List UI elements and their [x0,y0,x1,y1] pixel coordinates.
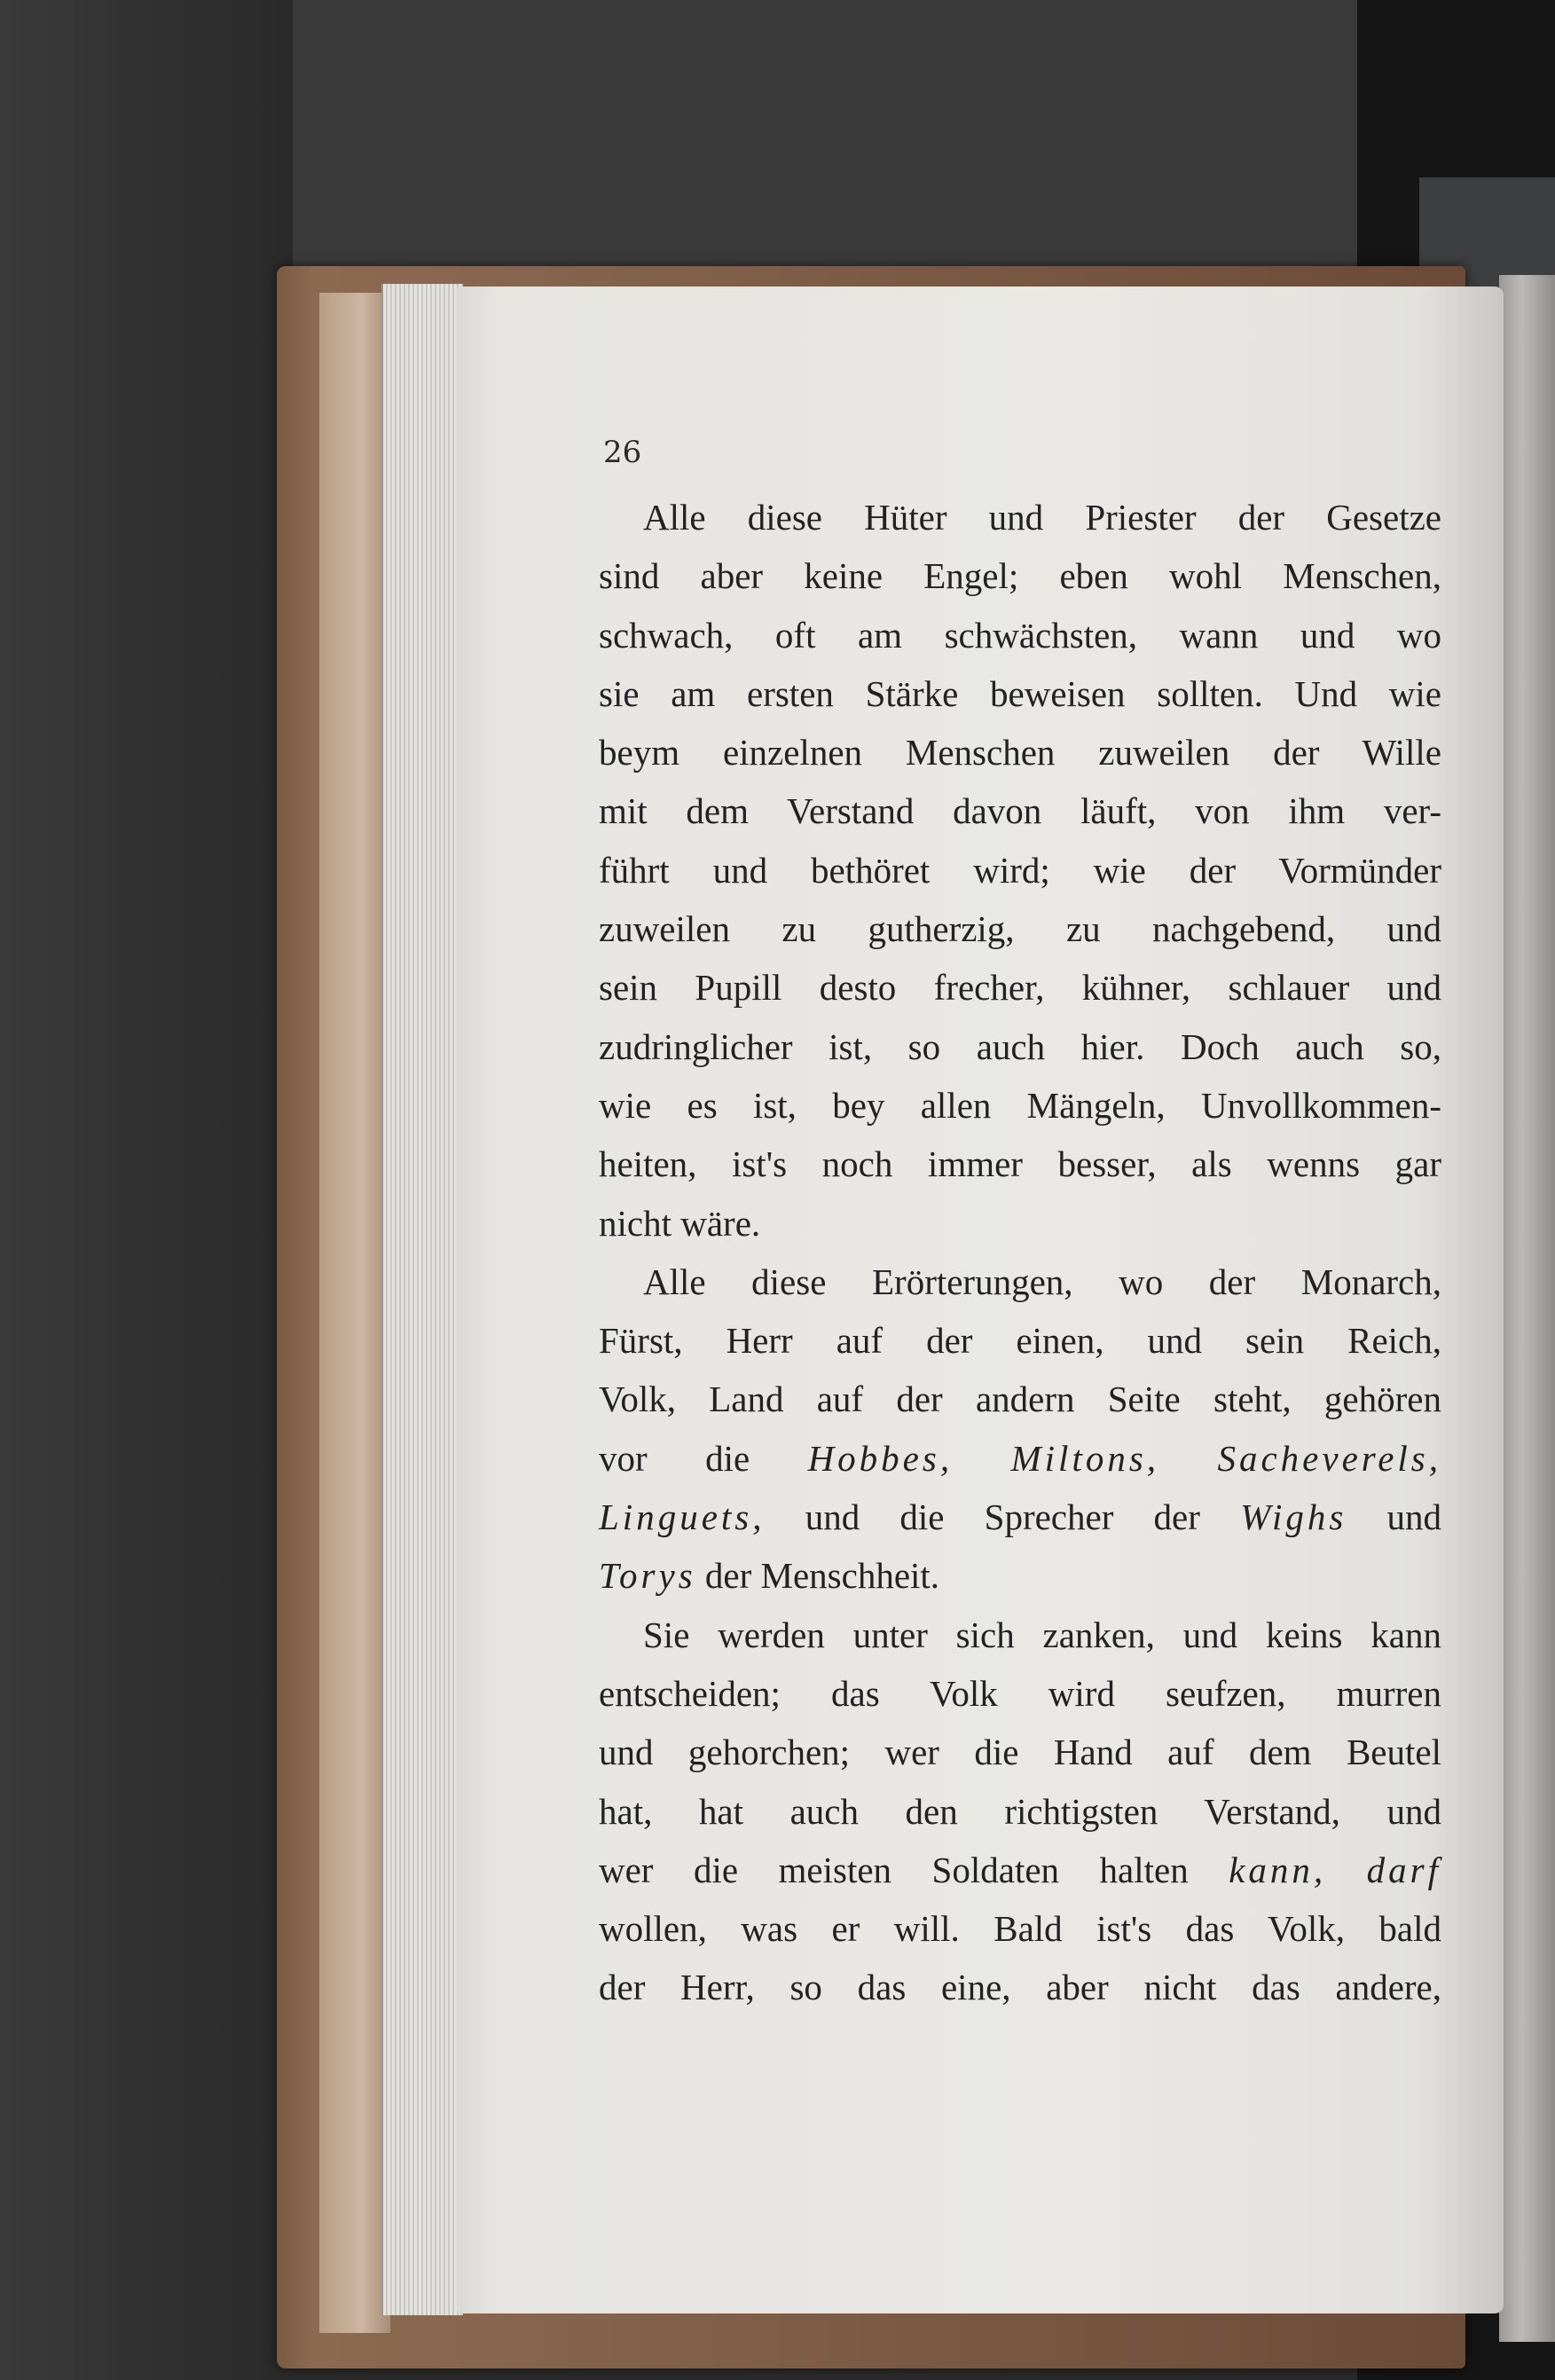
text-line: hat, hat auch den richtigsten Verstand, und [599,1790,1441,1832]
text-line: sie am ersten Stärke beweisen sollten. Und wie [599,672,1441,714]
text-line: Alle diese Erörterungen, wo der Monarch, [643,1261,1441,1302]
text-line: zudringlicher ist, so auch hier. Doch auch so, [599,1025,1441,1067]
text-line: führt und bethöret wird; wie der Vormünder [599,849,1441,891]
text-line: der Herr, so das eine, aber nicht das andere, [599,1967,1441,2008]
emphasized-name: Wighs [1240,1496,1347,1538]
text-line: wie es ist, bey allen Mängeln, Unvollkommen- [599,1084,1441,1126]
text-line: entscheiden; das Volk wird seufzen, murren [599,1672,1441,1714]
text-line: heiten, ist's noch immer besser, als wenns gar [599,1143,1441,1185]
text-line: wollen, was er will. Bald ist's das Volk, bald [599,1908,1441,1950]
text-segment: und die Sprecher der [805,1496,1200,1538]
text-segment: und [1386,1496,1442,1538]
page-edges [381,284,463,2315]
text-line: mit dem Verstand davon läuft, von ihm ver- [599,790,1441,832]
text-segment: vor die [599,1437,750,1479]
adjacent-book [1499,275,1555,2342]
emphasized-word: darf [1366,1849,1442,1890]
emphasized-word: kann, [1229,1849,1327,1890]
text-line: Volk, Land auf der andern Seite steht, gehören [599,1379,1441,1420]
text-line: und gehorchen; wer die Hand auf dem Beutel [599,1732,1441,1773]
page-text [599,488,1441,2017]
text-line: zuweilen zu gutherzig, zu nachgebend, und [599,908,1441,950]
emphasized-name: Sacheverels, [1217,1437,1442,1479]
text-line: beym einzelnen Menschen zuweilen der Wille [599,732,1441,774]
book-cover-inner [319,293,390,2333]
text-line [599,1488,1441,1546]
text-line: Sie werden unter sich zanken, und keins kann [643,1614,1441,1655]
background-top [293,0,1384,284]
background-left [0,0,293,2380]
page-number: 26 [603,435,642,470]
text-line [599,1546,1441,1605]
text-line [599,1841,1441,1899]
emphasized-name: Linguets, [599,1496,766,1538]
text-segment: der Menschheit. [704,1555,940,1597]
emphasized-name: Miltons, [1010,1437,1160,1479]
emphasized-name: Torys [599,1555,696,1597]
text-line: Fürst, Herr auf der einen, und sein Reich, [599,1320,1441,1362]
text-line: schwach, oft am schwächsten, wann und wo [599,614,1441,656]
text-line: Alle diese Hüter und Priester der Gesetze [643,497,1441,538]
text-segment: wer die meisten Soldaten halten [599,1849,1189,1890]
emphasized-name: Hobbes, [807,1437,954,1479]
text-line: nicht wäre. [599,1202,761,1244]
text-line: sein Pupill desto frecher, kühner, schlauer und [599,967,1441,1009]
text-line: sind aber keine Engel; eben wohl Menschen, [599,555,1441,597]
text-line [599,1429,1441,1488]
